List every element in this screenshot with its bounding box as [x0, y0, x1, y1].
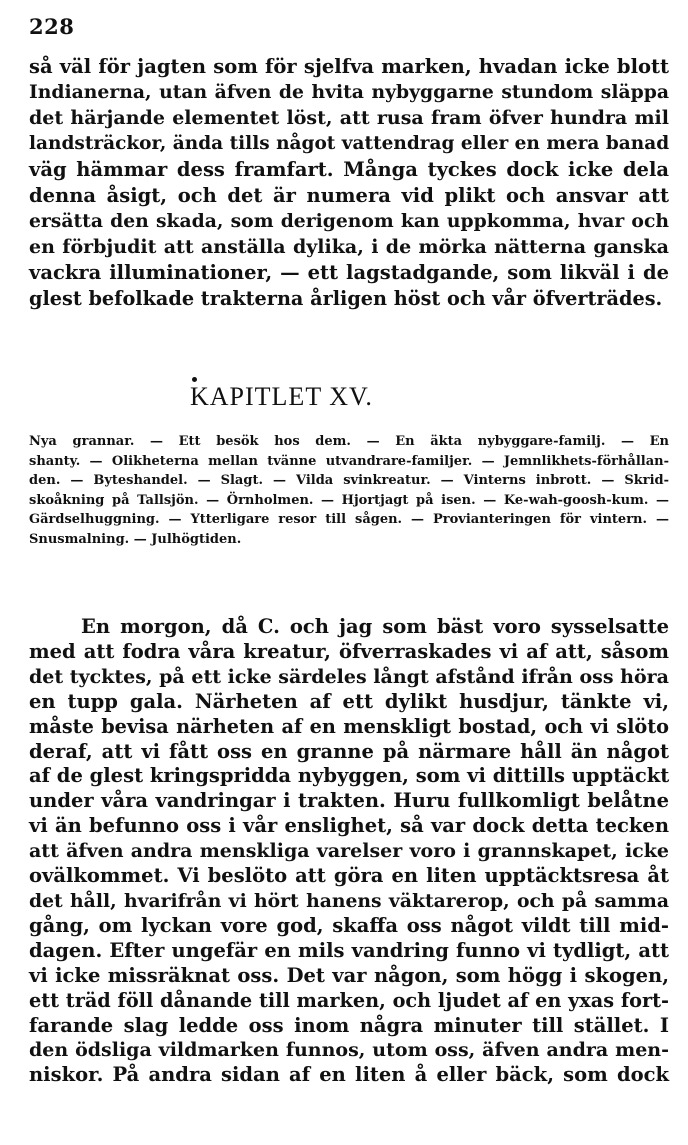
text-line: deraf, att vi fått oss en granne på närmare håll än något	[29, 739, 669, 763]
text-line: gång, om lyckan vore god, skaffa oss något vildt till mid-	[29, 913, 669, 937]
text-line: ersätta den skada, som derigenom kan uppkomma, hvar och	[29, 209, 669, 232]
chapter-title: KAPITLET XV.	[190, 382, 373, 411]
summary-line: den. — Byteshandel. — Slagt. — Vilda svinkreatur. — Vinterns inbrott. — Skrid-	[29, 473, 669, 489]
summary-line: Nya grannar. — Ett besök hos dem. — En äkta nybyggare-familj. — En	[29, 434, 669, 449]
text-line: niskor. På andra sidan af en liten å eller bäck, som dock	[29, 1063, 669, 1087]
text-line: vi än befunno oss i vår enslighet, så var dock detta tecken	[29, 814, 669, 838]
text-line: denna åsigt, och det är numera vid plikt och ansvar att	[29, 183, 669, 207]
text-line: glest befolkade trakterna årligen höst och vår öfverträdes.	[29, 287, 663, 311]
text-line: farande slag ledde oss inom några minuter till stället. I	[29, 1013, 669, 1037]
summary-line: Gärdselhuggning. — Ytterligare resor till sågen. — Provianteringen för vintern. —	[29, 512, 669, 528]
text-line: En morgon, då C. och jag som bäst voro sysselsatte	[81, 615, 669, 638]
text-line: landsträckor, ända tills något vattendrag eller en mera banad	[29, 133, 670, 155]
text-line: väg hämmar dess framfart. Många tyckes dock icke dela	[29, 158, 669, 182]
text-line: under våra vandringar i trakten. Huru fullkomligt belåtne	[29, 789, 669, 813]
text-line: vi icke missräknat oss. Det var någon, som högg i skogen,	[29, 963, 669, 987]
text-line: en förbjudit att anställa dylika, i de mörka nätterna ganska	[29, 235, 669, 258]
intro-paragraph	[29, 54, 669, 312]
text-line: en tupp gala. Närheten af ett dylikt husdjur, tänkte vi,	[29, 689, 669, 713]
summary-line: Snusmalning. — Julhögtiden.	[29, 531, 242, 547]
main-paragraph	[29, 615, 669, 1088]
chapter-summary	[29, 432, 669, 550]
text-line: måste bevisa närheten af en menskligt bostad, och vi slöto	[29, 714, 669, 738]
summary-line: skoåkning på Tallsjön. — Örnholmen. — Hjortjagt på isen. — Ke-wah-goosh-kum. —	[29, 492, 669, 508]
text-line: med att fodra våra kreatur, öfverraskades vi af att, såsom	[29, 639, 669, 663]
text-line: det härjande elementet löst, att rusa fram öfver hundra mil	[29, 106, 669, 129]
text-line: det håll, hvarifrån vi hört hanens väktarerop, och på samma	[29, 889, 669, 912]
text-line: att äfven andra menskliga varelser voro i grannskapet, icke	[29, 840, 669, 863]
text-line: ovälkommet. Vi beslöto att göra en liten upptäcktsresa åt	[29, 864, 669, 888]
page-number: 228	[29, 14, 75, 39]
text-line: det tycktes, på ett icke särdeles långt afstånd ifrån oss höra	[29, 665, 669, 688]
text-line: Indianerna, utan äfven de hvita nybyggarne stundom släppa	[29, 80, 669, 103]
text-line: den ödsliga vildmarken funnos, utom oss, äfven andra men-	[29, 1039, 669, 1062]
text-line: ett träd föll dånande till marken, och ljudet af en yxas fort-	[29, 988, 669, 1012]
summary-line: shanty. — Olikheterna mellan tvänne utvandrare-familjer. — Jemnlikhets-förhållan-	[29, 453, 669, 469]
text-line: vackra illuminationer, — ett lagstadgande, som likväl i de	[29, 261, 669, 285]
text-line: dagen. Efter ungefär en mils vandring funno vi tydligt, att	[29, 938, 669, 962]
text-line: så väl för jagten som för sjelfva marken, hvadan icke blott	[29, 55, 669, 78]
text-line: af de glest kringspridda nybyggen, som vi dittills upptäckt	[29, 764, 670, 788]
